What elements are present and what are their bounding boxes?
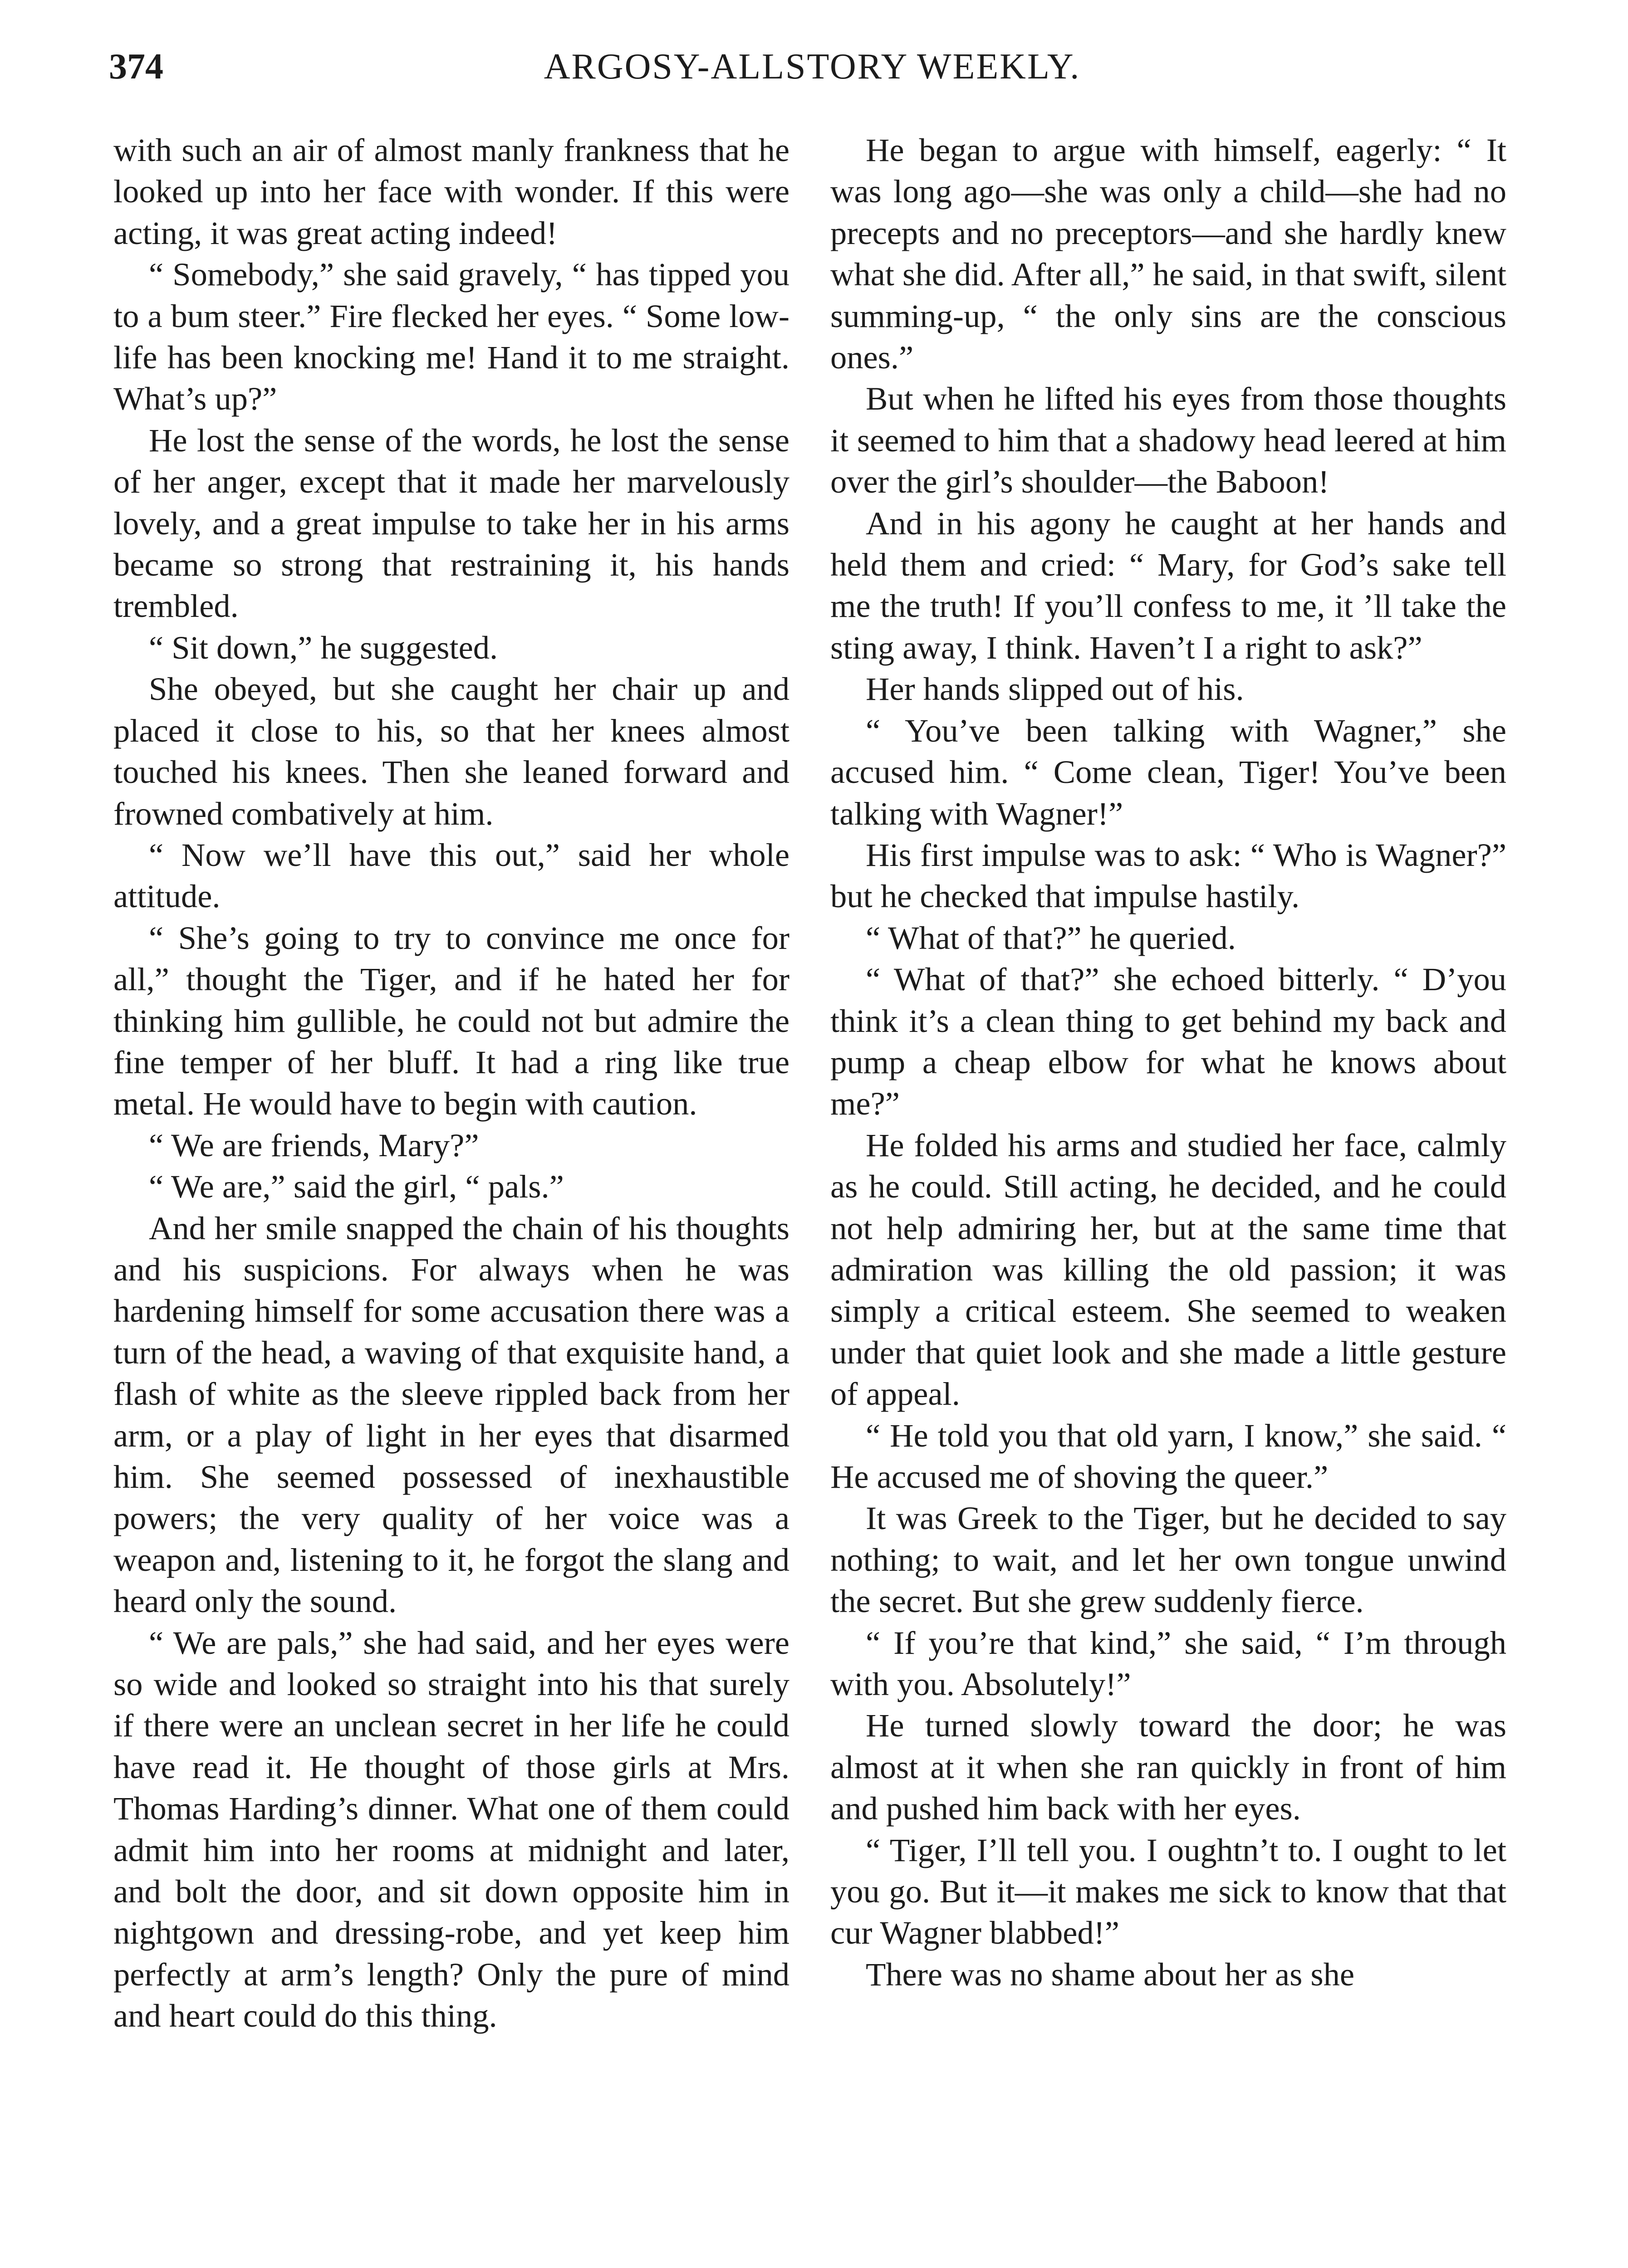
paragraph: “ We are friends, Mary?” xyxy=(149,1126,479,1163)
paragraph: It was Greek to the Tiger, but he decided to say nothing; to wait, and let her own tongue unwind the secret. But she grew suddenly fierce. xyxy=(830,1500,1506,1620)
paragraph: “ He told you that old yarn, I know,” she said. “ He accused me of shoving the queer.” xyxy=(830,1417,1506,1495)
paragraph: “ What of that?” he queried. xyxy=(866,919,1236,956)
paragraph: “ We are pals,” she had said, and her eyes were so wide and looked so straight into his that surely if there were an unclean secret in her life he could have read it. He thought of those girls at Mrs. Thomas Harding’s dinner. What one of them could admit him into her rooms at midnight and later, and bolt the door, and sit down opposite him in nightgown and dressing-robe, and yet keep him perfectly at arm’s length? Only the pure of mind and heart could do this thing. xyxy=(113,1624,789,2034)
paragraph: He began to argue with himself, eagerly: “ It was long ago—she was only a child—she had no precepts and no preceptors—and she hardly knew what she did. After all,” he said, in that swift, silent summing-up, “ the only sins are the conscious ones.” xyxy=(830,132,1506,376)
paragraph: But when he lifted his eyes from those thoughts it seemed to him that a shadowy head leered at him over the girl’s shoulder—the Baboon! xyxy=(830,380,1506,500)
paragraph: “ We are,” said the girl, “ pals.” xyxy=(149,1168,564,1205)
paragraph: “ Sit down,” he suggested. xyxy=(149,629,498,666)
paragraph: His first impulse was to ask: “ Who is Wagner?” but he checked that impulse hastily. xyxy=(830,836,1506,915)
page-header xyxy=(109,42,1515,92)
paragraph: with such an air of almost manly frankness that he looked up into her face with wonder. If this were acting, it was great acting indeed! xyxy=(113,132,789,251)
paragraph: “ Somebody,” she said gravely, “ has tipped you to a bum steer.” Fire flecked her eyes. “ Some low-life has been knocking me! Hand it to me straight. What’s up?” xyxy=(113,256,789,417)
paragraph: “ You’ve been talking with Wagner,” she accused him. “ Come clean, Tiger! You’ve been talking with Wagner!” xyxy=(830,712,1506,832)
left-column xyxy=(113,129,789,2037)
paragraph: “ What of that?” she echoed bitterly. “ D’you think it’s a clean thing to get behind my back and pump a cheap elbow for what he knows about me?” xyxy=(830,961,1506,1122)
paragraph: “ Tiger, I’ll tell you. I oughtn’t to. I ought to let you go. But it—it makes me sick to know that that cur Wagner blabbed!” xyxy=(830,1831,1506,1951)
paragraph: He turned slowly toward the door; he was almost at it when she ran quickly in front of him and pushed him back with her eyes. xyxy=(830,1707,1506,1827)
paragraph: “ If you’re that kind,” she said, “ I’m through with you. Absolutely!” xyxy=(830,1624,1506,1703)
paragraph: And in his agony he caught at her hands and held them and cried: “ Mary, for God’s sake tell me the truth! If you’ll confess to me, it ’ll take the sting away, I think. Haven’t I a right to ask?” xyxy=(830,504,1506,666)
paragraph: “ She’s going to try to convince me once for all,” thought the Tiger, and if he hated her for thinking him gullible, he could not but admire the fine temper of her bluff. It had a ring like true metal. He would have to begin with caution. xyxy=(113,919,789,1122)
paragraph: “ Now we’ll have this out,” said her whole attitude. xyxy=(113,836,789,915)
running-title: ARGOSY-ALLSTORY WEEKLY. xyxy=(544,47,1081,87)
paragraph: He folded his arms and studied her face, calmly as he could. Still acting, he decided, and he could not help admiring her, but at the same time that admiration was killing the old passion; it was simply a critical esteem. She seemed to weaken under that quiet look and she made a little gesture of appeal. xyxy=(830,1126,1506,1413)
paragraph: She obeyed, but she caught her chair up and placed it close to his, so that her knees almost touched his knees. Then she leaned forward and frowned combatively at him. xyxy=(113,670,789,832)
paragraph: Her hands slipped out of his. xyxy=(866,670,1244,708)
paragraph: There was no shame about her as she xyxy=(866,1955,1355,1993)
right-column xyxy=(830,129,1506,1995)
paragraph: And her smile snapped the chain of his thoughts and his suspicions. For always when he was hardening himself for some accusation there was a turn of the head, a waving of that exquisite hand, a flash of white as the sleeve rippled back from her arm, or a play of light in her eyes that disarmed him. She seemed possessed of inexhaustible powers; the very quality of her voice was a weapon and, listening to it, he forgot the slang and heard only the sound. xyxy=(113,1209,789,1620)
paragraph: He lost the sense of the words, he lost the sense of her anger, except that it made her marvelously lovely, and a great impulse to take her in his arms became so strong that restraining it, his hands trembled. xyxy=(113,421,789,625)
page-number: 374 xyxy=(109,47,163,87)
